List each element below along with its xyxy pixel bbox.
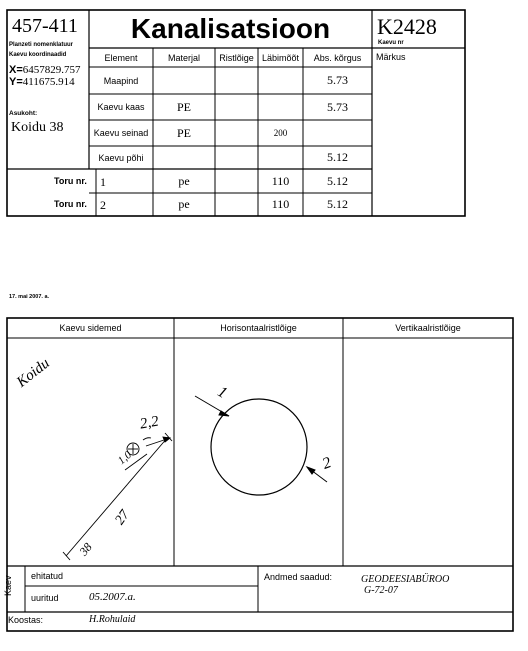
y-coordinate-label: Y= [9, 76, 23, 88]
pipe-1-elevation: 5.12 [327, 173, 348, 188]
horizontal-pipe-2-label: 2 [320, 454, 334, 473]
well-number-label: Kaevu nr [378, 40, 404, 46]
row-element-ground: Maapind [103, 75, 139, 86]
x-coordinate [9, 64, 81, 76]
dimension-1-0: 1,0 [115, 448, 134, 468]
pipe-2-diameter: 110 [271, 197, 290, 211]
sheet-number: 457-411 [12, 15, 78, 37]
pipe-1-material: pe [178, 173, 190, 188]
dimension-2-2: 2,2 [138, 413, 160, 433]
remarks-label: Märkus [376, 52, 406, 62]
ties-sketch [63, 433, 172, 560]
measured-label: uuritud [31, 593, 59, 603]
row-elevation-ground: 5.73 [327, 73, 348, 87]
street-note: Koidu [14, 355, 53, 391]
col-header-diameter: Läbimõõt [261, 52, 300, 63]
x-coordinate-label: X= [9, 64, 23, 76]
pipe-2-material: pe [178, 197, 190, 211]
sheet-label: Planzeti nomenklatuur [9, 42, 74, 48]
measured-value: 05.2007.a. [89, 591, 136, 603]
page-title: Kanalisatsioon [130, 13, 331, 44]
pipe-1-number: 1 [100, 175, 106, 189]
row-element-walls: Kaevu seinad [93, 128, 149, 138]
row-element-bottom: Kaevu põhi [98, 152, 144, 163]
row-elevation-lid: 5.73 [327, 99, 348, 114]
y-coordinate-value: 411675.914 [22, 76, 75, 88]
horizontal-section-sketch [195, 396, 327, 495]
horizontal-pipe-1-label: 1 [214, 383, 230, 402]
col-header-material: Materjal [167, 52, 200, 63]
row-diameter-walls: 200 [273, 128, 288, 138]
row-material-walls: PE [176, 125, 191, 140]
pipe-2-number: 2 [100, 198, 106, 212]
dimension-27: 27 [112, 507, 133, 528]
date-stamp: 17. mai 2007. a. [9, 294, 50, 300]
row-elevation-bottom: 5.12 [327, 150, 348, 164]
dimension-38: 38 [76, 540, 95, 559]
col-header-well-ties: Kaevu sidemed [59, 323, 122, 333]
pipe-2-elevation: 5.12 [327, 197, 348, 211]
col-header-element: Element [104, 52, 138, 63]
source-label: Andmed saadud: [264, 572, 333, 582]
x-coordinate-value: 6457829.757 [22, 64, 81, 76]
pipe-1-diameter: 110 [271, 173, 290, 188]
built-label: ehitatud [31, 571, 64, 581]
compiled-label: Koostas: [8, 615, 44, 625]
row-material-lid: PE [176, 99, 191, 114]
address-value: Koidu 38 [11, 120, 64, 135]
col-header-vertical-section: Vertikaalristlõige [395, 323, 461, 333]
compiled-value: H.Rohulaid [89, 614, 136, 625]
pipe-1-label: Toru nr. [54, 176, 87, 186]
col-header-horizontal-section: Horisontaalristlõige [220, 323, 297, 333]
address-label: Asukoht: [9, 110, 38, 117]
footer-side-label: Kaev [3, 575, 13, 596]
y-coordinate [9, 76, 75, 88]
source-value-line-1: GEODEESIABÜROO [361, 574, 450, 585]
row-element-lid: Kaevu kaas [97, 102, 145, 112]
pipe-2-label: Toru nr. [54, 199, 87, 209]
source-value-line-2: G-72-07 [364, 585, 398, 596]
col-header-elevation: Abs. kõrgus [313, 52, 362, 63]
col-header-cross-section: Ristlõige [219, 52, 254, 63]
coords-label: Kaevu koordinaadid [9, 52, 67, 58]
well-number: K2428 [377, 14, 437, 39]
